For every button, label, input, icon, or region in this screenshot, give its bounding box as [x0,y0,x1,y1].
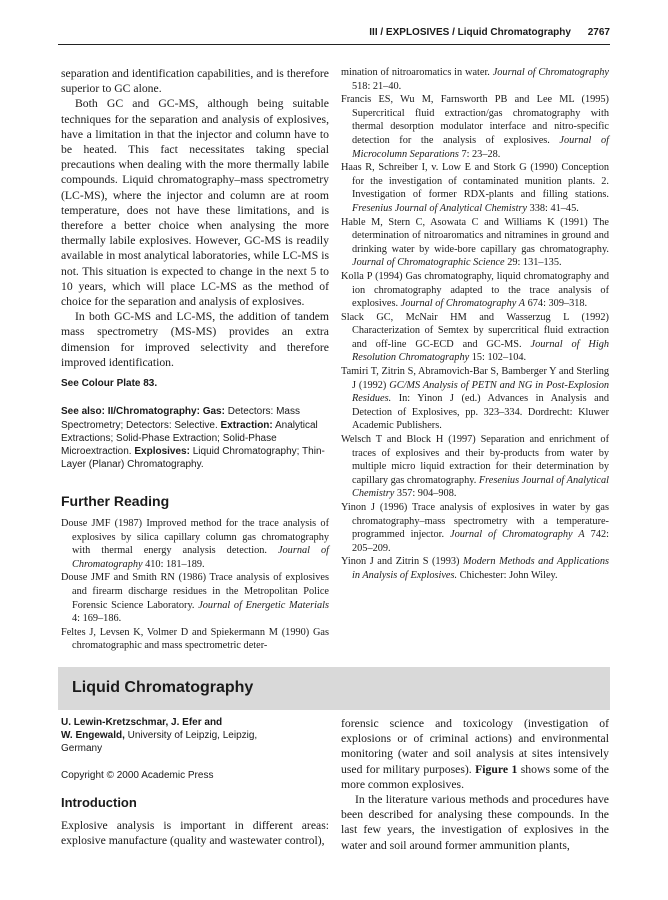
see-also-text: Detectors: Mass Spectrometry; Detectors: Selective. [61,406,300,431]
running-head [58,27,610,45]
reference: Haas R, Schreiber I, v. Low E and Stork G (1990) Conception for the investigation of contaminated munition plants. 2. Investigation of former RDX-plants and filling stations. Fresenius Journal of Analytical Chemistry 338: 41–45. [341,162,609,214]
see-also-text: Liquid Chromatography; Thin-Layer (Planar) Chromatography. [61,446,325,471]
reference: Slack GC, McNair HM and Wasserzug L (1992) Characterization of Semtex by supercritical fluid extraction and off-line GC-ECD and GC-MS. Journal of High Resolution Chromatography 15: 102–104. [341,311,609,364]
author-block [61,716,329,756]
see-also-link[interactable]: Explosives: [134,446,190,458]
body-paragraph: Explosive analysis is important in different areas: explosive manufacture (quality and wastewater control), [61,819,329,848]
see-also [61,405,329,471]
further-reading-heading: Further Reading [61,492,170,509]
affiliation: University of Leipzig, Leipzig, [124,730,258,742]
author-names: U. Lewin-Kretzschmar, J. Efer and [61,717,223,728]
left-column [61,66,329,653]
reference: Douse JMF (1987) Improved method for the trace analysis of explosives by silica capillary column gas chromatography with thermal energy analysis detection. Journal of Chromatography 410: 181–189. [61,517,329,570]
reference: Welsch T and Block H (1997) Separation and enrichment of traces of explosives and their by-products from water by multiple micro liquid extraction for their determination by capillary gas chromatography. Fresenius Journal of Analytical Chemistry 357: 904–908. [341,434,609,500]
reference: Feltes J, Levsen K, Volmer D and Spiekermann M (1990) Gas chromatographic and mass spectrometric deter- [61,626,329,652]
running-title: III / EXPLOSIVES / Liquid Chromatography [369,27,571,38]
page-number: 2767 [587,27,610,38]
reference: Yinon J (1996) Trace analysis of explosives in water by gas chromatography–mass spectrometry with a temperature-programmed injector. Journal of Chromatography A 742: 205–209. [341,502,609,554]
reference: Douse JMF and Smith RN (1986) Trace analysis of explosives and firearm discharge residues in the Metropolitan Police Forensic Science Laboratory. Journal of Energetic Materials 4: 169–186. [61,572,329,625]
author-names: W. Engewald, [61,730,125,742]
copyright: Copyright © 2000 Academic Press [61,769,214,781]
article-left-column [61,716,329,848]
reference: Francis ES, Wu M, Farnsworth PB and Lee ML (1995) Supercritical fluid extraction/gas chromatography with thermal desorption modulator interface and nitro-specific detection for the analysis of explosives. Journal of Microcolumn Separations 7: 23–28. [341,94,609,160]
country: Germany [61,743,103,755]
see-also-link[interactable]: II/Chromatography: Gas: [107,406,225,418]
article-right-column [341,716,609,853]
reference: Kolla P (1994) Gas chromatography, liquid chromatography and ion chromatography adapted to the trace analysis of explosives. Journal of Chromatography A 674: 309–318. [341,270,609,310]
body-paragraph: In both GC-MS and LC-MS, the addition of tandem mass spectrometry (MS-MS) provides an extra dimension for improved selectivity and therefore improved identification. [61,310,329,369]
see-also-lead: See also: [61,406,105,418]
body-paragraph: forensic science and toxicology (investigation of explosions or of criminal actions) and environmental monitoring (water and soil analysis at sites intensively used for military purposes). Figure 1 shows some of the more common explosives. [341,717,609,791]
article-title: Liquid Chromatography [72,679,254,696]
figure-reference[interactable]: Figure 1 [475,762,518,776]
see-also-text: Analytical Extractions; Solid-Phase Extraction; Solid-Phase Microextraction. [61,419,318,458]
reference: Tamiri T, Zitrin S, Abramovich-Bar S, Bamberger Y and Sterling J (1992) GC/MS Analysis of PETN and NG in Post-Explosion Residues. In: Yinon J (ed.) Advances in Analysis and Detection of Explosives, pp. 323–334. Dordrecht: Kluwer Academic Publishers. [341,366,610,432]
reference: mination of nitroaromatics in water. Journal of Chromatography 518: 21–40. [341,67,609,92]
introduction-heading: Introduction [61,794,137,810]
reference: Yinon J and Zitrin S (1993) Modern Methods and Applications in Analysis of Explosives. Chichester: John Wiley. [341,556,609,581]
header-rule [58,44,610,45]
body-paragraph: In the literature various methods and procedures have been described for analysing these compounds. In the last few years, the investigation of explosives in the water and soil around former ammunition plants, [341,793,609,852]
right-column [341,66,609,583]
see-also-link[interactable]: Extraction: [220,419,273,431]
body-paragraph: Both GC and GC-MS, although being suitable techniques for the separation and analysis of explosives, have a limitation in that the injector and column have to be heated. This fact necessitates taking special precautions when dealing with the more thermally labile compounds. Liquid chromatography–mass spectrometry (LC-MS), where the injector and column are at room temperature, does not have these limitations, and is therefore a better choice when analysing the more thermally labile explosives. However, GC-MS is readily available in most analytical laboratories, while LC-MS is not. This situation is expected to change in the next 5 to 10 years, which will place LC-MS as the method of choice for the separation and analysis of explosives. [61,97,329,309]
body-paragraph: separation and identification capabilities, and is therefore superior to GC alone. [61,67,329,96]
colour-plate-note: See Colour Plate 83. [61,378,158,390]
article-title-banner [58,667,610,710]
reference: Hable M, Stern C, Asowata C and Williams K (1991) The determination of nitroaromatics and nitramines in ground and drinking water by wide-bore capillary gas chromatography. Journal of Chromatographic Science 29: 131–135. [341,216,609,269]
